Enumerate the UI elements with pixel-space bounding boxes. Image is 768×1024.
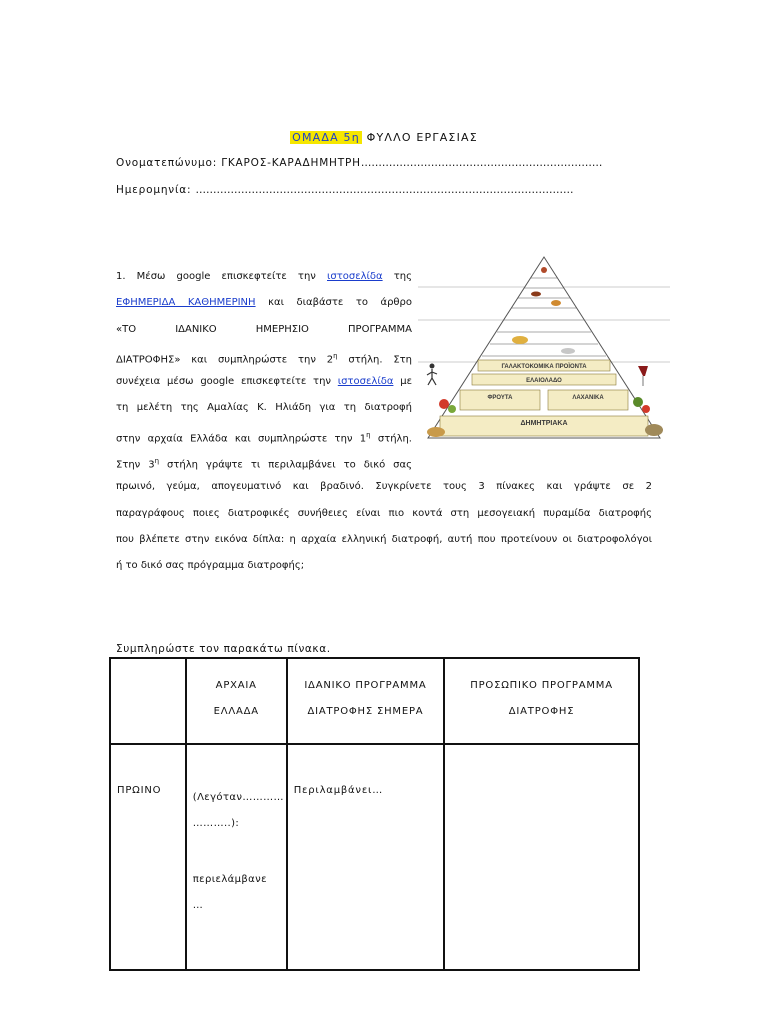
name-field [116,157,602,169]
table-row [110,744,639,970]
website-link-2[interactable]: ιστοσελίδα [337,376,394,388]
table-intro: Συμπληρώστε τον παρακάτω πίνακα. [116,643,331,655]
food-icon [551,300,561,306]
instruction-line: ή το δικό σας πρόγραμμα διατροφής; [116,560,305,572]
name-value: ΓΚΑΡΟΣ-ΚΑΡΑΔΗΜΗΤΡΗ [221,157,361,169]
fruit-icon [448,405,456,413]
cell-ancient-breakfast[interactable]: (Λεγόταν………… ………..): περιελάμβανε … [186,744,287,970]
instruction-line: «ΤΟ ΙΔΑΝΙΚΟ ΗΜΕΡΗΣΙΟ ΠΡΟΓΡΑΜΜΑ [116,323,412,335]
instruction-line: 1. Μέσω google επισκεφτείτε την ιστοσελίδα της [116,271,412,282]
tier-label: ΛΑΧΑΝΙΚΑ [572,395,604,401]
name-dots: …………………………………………………………… [360,157,603,169]
grain-icon [645,424,663,436]
tier-label: ΔΗΜΗΤΡΙΑΚΑ [520,420,568,427]
instruction-line: που βλέπετε στην εικόνα δίπλα: η αρχαία ελληνική διατροφή, αυτή που προτείνουν οι διατροφολόγοι [116,533,652,545]
instruction-line: πρωινό, γεύμα, απογευματινό και βραδινό. Συγκρίνετε τους 3 πίνακες και γράψτε σε 2 [116,481,652,493]
name-label: Ονοματεπώνυμο: [116,157,218,169]
website-link-1[interactable]: ιστοσελίδα [327,271,383,282]
instruction-line: στην αρχαία Ελλάδα και συμπληρώστε την $1^\eta$ στήλη. [116,430,412,445]
header-personal-program: ΠΡΟΣΩΠΙΚΟ ΠΡΟΓΡΑΜΜΑ ΔΙΑΤΡΟΦΗΣ [444,658,639,744]
cell-personal-breakfast[interactable] [444,744,639,970]
wine-glass-icon [638,366,648,376]
tier-label: ΕΛΑΙΟΛΑΔΟ [526,378,562,384]
instruction-line: Στην $3^\eta$ στήλη γράψτε τι περιλαμβάνει το δικό σας [116,457,412,471]
bread-icon [427,427,445,437]
walking-figure-icon [430,364,435,369]
cell-ideal-breakfast[interactable]: Περιλαμβάνει… [287,744,444,970]
row-label-breakfast: ΠΡΩΙΝΟ [110,744,186,970]
vegetable-icon [642,405,650,413]
instruction-line: τη μελέτη της Αμαλίας Κ. Ηλιάδη για τη διατροφή [116,402,412,414]
header-ideal-program: ΙΔΑΝΙΚΟ ΠΡΟΓΡΑΜΜΑ ΔΙΑΤΡΟΦΗΣ ΣΗΜΕΡΑ [287,658,444,744]
group-label: ΟΜΑΔΑ 5η [292,131,360,144]
header-ancient-greece: ΑΡΧΑΙΑ ΕΛΛΑΔΑ [186,658,287,744]
sheet-label: ΦΥΛΛΟ ΕΡΓΑΣΙΑΣ [366,131,478,144]
food-icon [512,336,528,344]
date-label: Ημερομηνία: [116,184,192,196]
date-dots: ……………………………………………………………………………………………… [195,184,574,196]
instruction-line: ΕΦΗΜΕΡΙΔΑ ΚΑΘΗΜΕΡΙΝΗ και διαβάστε το άρθρο [116,297,413,309]
corner-cell [110,658,186,744]
worksheet-title [0,131,768,144]
vegetable-icon [633,397,643,407]
fruit-icon [439,399,449,409]
food-icon [531,292,541,297]
food-icon [541,267,547,273]
instruction-line: συνέχεια μέσω google επισκεφτείτε την ιστοσελίδα με [116,376,412,388]
tier-label: ΓΑΛΑΚΤΟΚΟΜΙΚΑ ΠΡΟΪΟΝΤΑ [501,364,587,370]
nutrition-table [109,657,640,971]
instruction-line: ΔΙΑΤΡΟΦΗΣ» και συμπληρώστε την $2^\eta$ στήλη. Στη [116,351,413,366]
mediterranean-food-pyramid [418,254,670,440]
instruction-line: παραγράφους ποιες διατροφικές συνήθειες είναι πιο κοντά στη μεσογειακή πυραμίδα διατροφής [116,507,652,519]
table-header-row [110,658,639,744]
tier-label: ΦΡΟΥΤΑ [487,395,513,401]
date-field [116,184,574,196]
kathimerini-link[interactable]: ΕΦΗΜΕΡΙΔΑ ΚΑΘΗΜΕΡΙΝΗ [116,297,256,309]
food-icon [561,348,575,354]
